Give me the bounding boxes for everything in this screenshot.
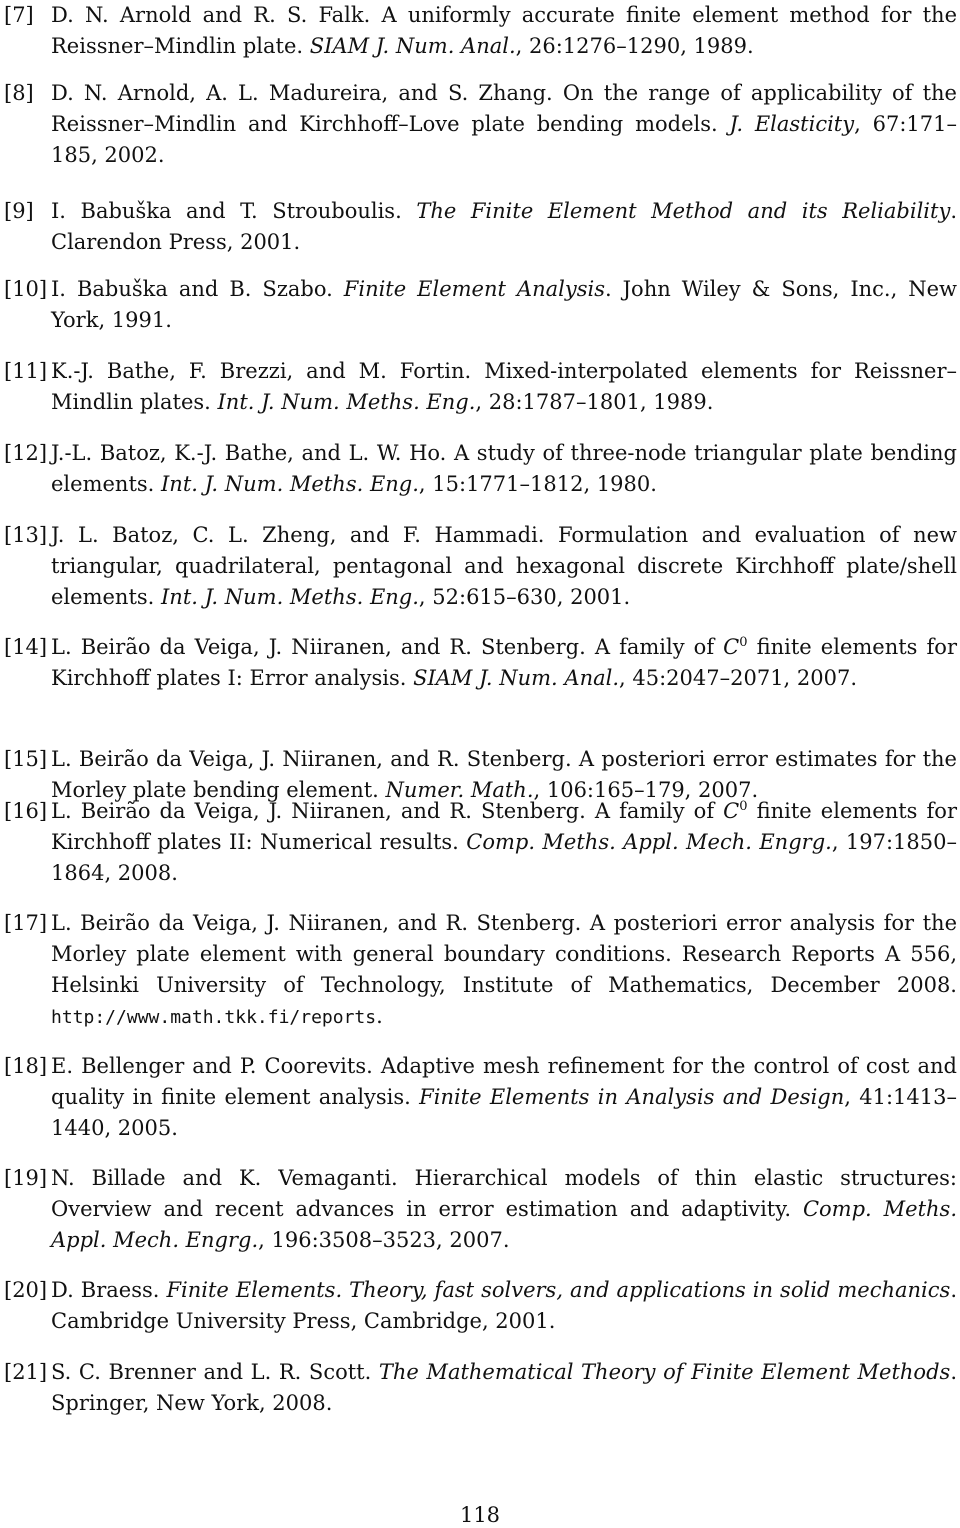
reference-text [51, 1357, 957, 1419]
reference-text [51, 908, 957, 1033]
reference-segment: L. Beirão da Veiga, J. Niiranen, and R. Stenberg. A posteriori error estimates for the Morley plate bending element. [51, 747, 957, 802]
reference-text [51, 0, 957, 62]
reference-segment: , 196:3508–3523, 2007. [258, 1228, 510, 1252]
reference-italic-text: Int. J. Num. Meths. Eng. [161, 472, 419, 496]
reference-italic-text: The Mathematical Theory of Finite Element Methods [378, 1360, 951, 1384]
reference-segment: , 26:1276–1290, 1989. [515, 34, 754, 58]
reference-text [51, 1051, 957, 1144]
reference-number: [8] [4, 81, 34, 105]
reference-segment: , 45:2047–2071, 2007. [619, 666, 858, 690]
reference-number: [12] [4, 441, 48, 465]
reference-segment: N. Billade and K. Vemaganti. Hierarchical models of thin elastic structures: Overview and recent advances in error estimation and adaptivity. [51, 1166, 957, 1221]
reference-segment: S. C. Brenner and L. R. Scott. [51, 1360, 379, 1384]
reference-segment: . John Wiley & Sons, Inc., New York, 1991. [51, 277, 958, 332]
reference-italic-text: Finite Elements. Theory, fast solvers, and applications in solid mechanics [166, 1278, 951, 1302]
reference-italic-text: J. Elasticity [729, 112, 855, 136]
reference-number: [7] [4, 3, 34, 27]
reference-number: [13] [4, 523, 48, 547]
reference-segment: J.-L. Batoz, K.-J. Bathe, and L. W. Ho. A study of three-node triangular plate bending elements. [51, 441, 957, 496]
reference-segment: . Cambridge University Press, Cambridge, 2001. [51, 1278, 957, 1333]
reference-italic-text: Int. J. Num. Meths. Eng. [217, 390, 476, 414]
reference-segment: I. Babuška and T. Strouboulis. [51, 199, 417, 223]
reference-italic-text: The Finite Element Method and its Reliability [416, 199, 951, 223]
reference-number: [19] [4, 1166, 48, 1190]
reference-segment: L. Beirão da Veiga, J. Niiranen, and R. Stenberg. A family of [51, 799, 724, 823]
reference-segment: . Clarendon Press, 2001. [51, 199, 957, 254]
reference-italic-text: Numer. Math. [385, 778, 534, 802]
reference-number: [20] [4, 1278, 48, 1302]
reference-segment: . [376, 1004, 383, 1028]
reference-number: [16] [4, 799, 48, 823]
reference-italic-text: Finite Elements in Analysis and Design [419, 1085, 845, 1109]
reference-superscript: 0 [739, 799, 748, 814]
reference-number: [11] [4, 359, 48, 383]
reference-italic-text: SIAM J. Num. Anal. [309, 34, 516, 58]
reference-segment: , 15:1771–1812, 1980. [418, 472, 657, 496]
reference-text [51, 520, 957, 613]
reference-text [51, 632, 957, 694]
reference-segment: D. Braess. [51, 1278, 167, 1302]
reference-segment: finite elements for Kirchhoff plates II: Numerical results. [51, 799, 957, 854]
reference-segment: K.-J. Bathe, F. Brezzi, and M. Fortin. Mixed-interpolated elements for Reissner–Mindlin plates. [51, 359, 957, 414]
reference-italic-text: Comp. Meths. Appl. Mech. Engrg. [51, 1197, 957, 1252]
reference-segment: , 197:1850–1864, 2008. [51, 830, 958, 885]
reference-segment: , 52:615–630, 2001. [418, 585, 631, 609]
reference-italic-text: Finite Element Analysis [343, 277, 605, 301]
reference-segment: , 106:165–179, 2007. [533, 778, 759, 802]
reference-segment: E. Bellenger and P. Coorevits. Adaptive mesh refinement for the control of cost and quality in finite element analysis. [51, 1054, 957, 1109]
reference-number: [10] [4, 277, 48, 301]
page-number: 118 [459, 1503, 501, 1527]
reference-italic-text: C [723, 799, 740, 823]
reference-text [51, 1275, 957, 1337]
reference-text [51, 438, 957, 500]
reference-italic-text: C [723, 635, 740, 659]
reference-segment: L. Beirão da Veiga, J. Niiranen, and R. Stenberg. A family of [51, 635, 724, 659]
reference-number: [18] [4, 1054, 48, 1078]
reference-segment: D. N. Arnold and R. S. Falk. A uniformly accurate finite element method for the Reissner–Mindlin plate. [51, 3, 957, 58]
reference-segment: . Springer, New York, 2008. [51, 1360, 957, 1415]
reference-segment: finite elements for Kirchhoff plates I: Error analysis. [51, 635, 957, 690]
reference-segment: , 41:1413–1440, 2005. [51, 1085, 958, 1140]
reference-number: [21] [4, 1360, 48, 1384]
reference-segment: D. N. Arnold, A. L. Madureira, and S. Zhang. On the range of applicability of the Reissner–Mindlin and Kirchhoff–Love plate bending models. [51, 81, 957, 136]
reference-number: [17] [4, 911, 48, 935]
reference-italic-text: Int. J. Num. Meths. Eng. [161, 585, 419, 609]
reference-text [51, 796, 957, 889]
reference-url: http://www.math.tkk.fi/reports [51, 1007, 377, 1028]
reference-number: [14] [4, 635, 48, 659]
reference-number: [9] [4, 199, 34, 223]
reference-superscript: 0 [739, 635, 748, 650]
reference-segment: , 67:171–185, 2002. [51, 112, 958, 167]
reference-segment: L. Beirão da Veiga, J. Niiranen, and R. Stenberg. A posteriori error analysis for the Morley plate element with general boundary conditions. Research Reports A 556, Helsinki University of Technology, Institute of Mathematics, December 2008. [51, 911, 957, 997]
reference-text [51, 196, 957, 258]
reference-number: [15] [4, 747, 48, 771]
reference-text [51, 1163, 957, 1256]
reference-text [51, 78, 957, 171]
reference-italic-text: Comp. Meths. Appl. Mech. Engrg. [466, 830, 832, 854]
reference-italic-text: SIAM J. Num. Anal. [413, 666, 620, 690]
reference-text [51, 274, 957, 336]
reference-segment: J. L. Batoz, C. L. Zheng, and F. Hammadi. Formulation and evaluation of new triangular, quadrilateral, pentagonal and hexagonal discrete Kirchhoff plate/shell elements. [51, 523, 957, 609]
reference-text [51, 356, 957, 418]
reference-segment: , 28:1787–1801, 1989. [475, 390, 714, 414]
reference-segment: I. Babuška and B. Szabo. [51, 277, 344, 301]
